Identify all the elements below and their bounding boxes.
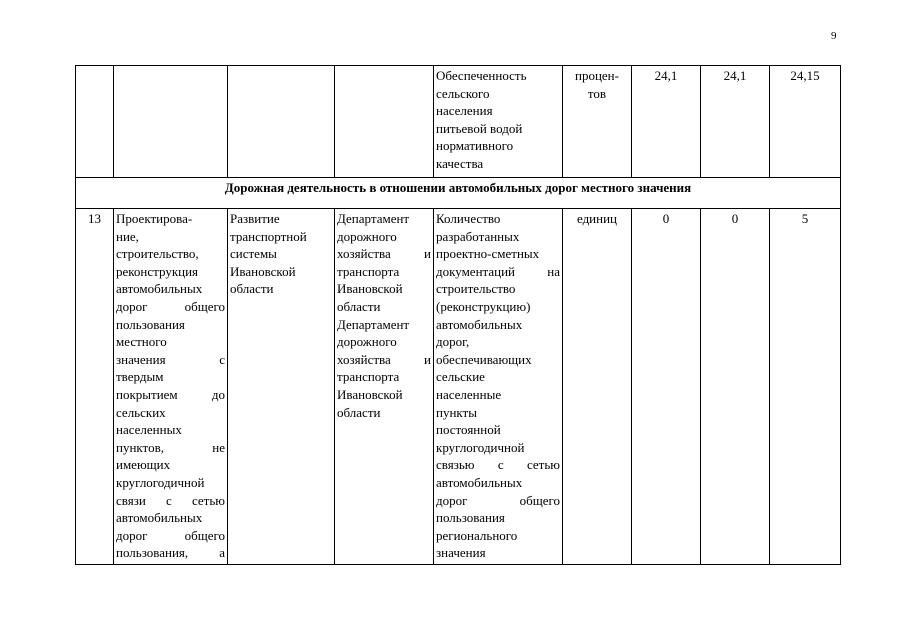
cell-activity: [114, 209, 228, 565]
cell-executor: [335, 66, 434, 178]
cell-num: [76, 66, 114, 178]
cell-program: [228, 209, 335, 565]
cell-program: [228, 66, 335, 178]
cell-value-2: 24,1: [701, 66, 770, 178]
table-row: [76, 209, 841, 565]
cell-value-2: 0: [701, 209, 770, 565]
executor-text: Департамент дорожного хозяйства и транспорта Ивановской области Департамент дорожного хозяйства и транспорта Ивановской области: [337, 211, 431, 420]
indicators-table: [75, 65, 841, 565]
cell-value-1: 0: [632, 209, 701, 565]
cell-indicator: [434, 209, 563, 565]
program-text: Развитие транспортной системы Ивановской области: [230, 211, 307, 297]
unit-text: процен- тов: [575, 68, 619, 101]
cell-activity: [114, 66, 228, 178]
cell-value-3: 5: [770, 209, 841, 565]
activity-text: Проектирова- ние, строительство, реконструкция автомобильных дорог общего пользования местного значения с твердым покрытием до сельских населенных пунктов, не имеющих круглогодичной связи с сетью автомобильных дорог общего пользования, а: [116, 211, 225, 561]
cell-indicator: [434, 66, 563, 178]
cell-num: 13: [76, 209, 114, 565]
cell-value-3: 24,15: [770, 66, 841, 178]
section-row: [76, 178, 841, 209]
indicator-text: Обеспеченность сельского населения питьевой водой нормативного качества: [436, 68, 527, 171]
table-row: [76, 66, 841, 178]
cell-value-1: 24,1: [632, 66, 701, 178]
indicator-text: Количество разработанных проектно-сметных документаций на строительство (реконструкцию) автомобильных дорог, обеспечивающих сельские населенные пункты постоянной круглогодичной связью с сетью автомобильных дорог общего пользования регионального значения: [436, 211, 560, 561]
section-title: Дорожная деятельность в отношении автомобильных дорог местного значения: [76, 178, 841, 209]
page-number: 9: [831, 30, 837, 42]
cell-unit: [563, 66, 632, 178]
cell-unit: единиц: [563, 209, 632, 565]
cell-executor: [335, 209, 434, 565]
